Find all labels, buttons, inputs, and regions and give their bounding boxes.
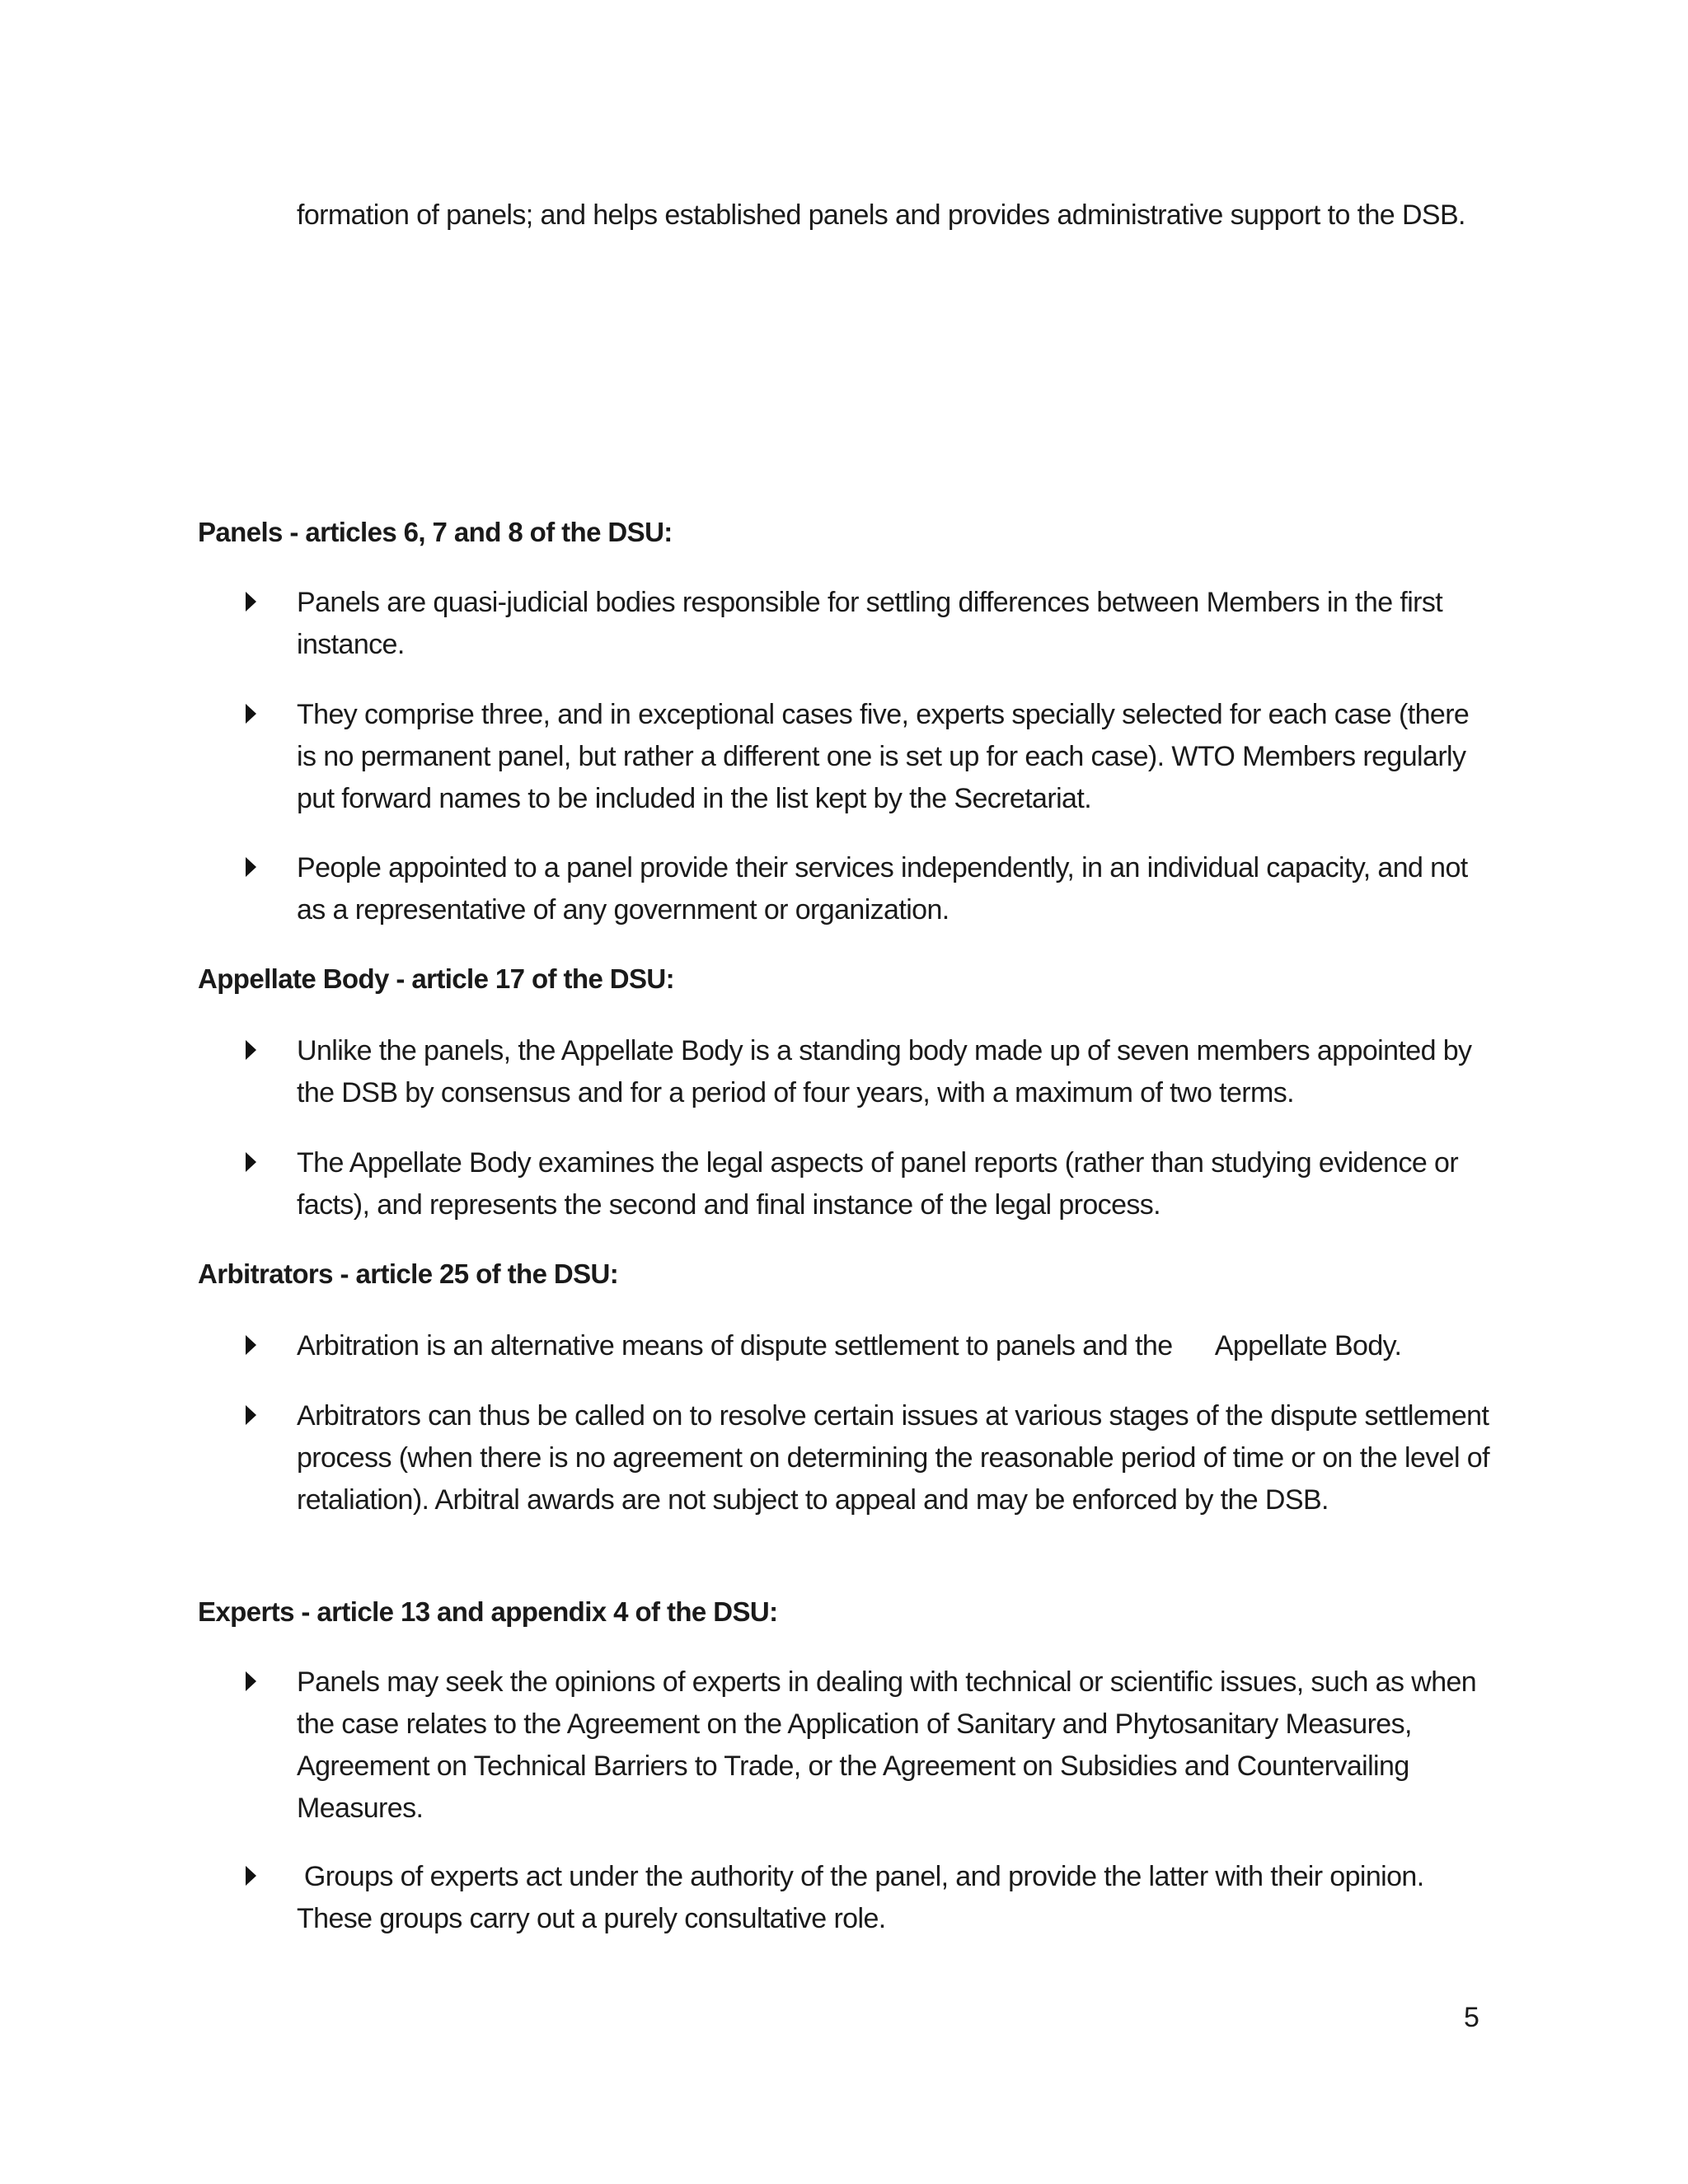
section-heading-arbitrators: Arbitrators - article 25 of the DSU: xyxy=(198,1258,619,1289)
list-item-text: Arbitrators can thus be called on to resolve certain issues at various stages of the dispute settlement process (when there is no agreement on determining the reasonable period of time or on the level of retaliation). Arbitral awards are not subject to appeal and may be enforced by the DSB. xyxy=(297,1400,1489,1516)
bullet-arrow-icon xyxy=(246,1152,256,1172)
bullet-arrow-icon xyxy=(246,1866,256,1886)
page-number: 5 xyxy=(1464,2002,1479,2033)
list-item-text: Unlike the panels, the Appellate Body is a standing body made up of seven members appointed by the DSB by consensus and for a period of four years, with a maximum of two terms. xyxy=(297,1035,1472,1108)
section-heading-experts: Experts - article 13 and appendix 4 of the DSU: xyxy=(198,1596,778,1627)
bullet-arrow-icon xyxy=(246,1335,256,1355)
bullet-arrow-icon xyxy=(246,1405,256,1425)
list-item-text: Arbitration is an alternative means of dispute settlement to panels and the Appellate Body. xyxy=(297,1330,1402,1361)
list-item-text: Panels are quasi-judicial bodies responsible for settling differences between Members in the first instance. xyxy=(297,587,1443,660)
bullet-arrow-icon xyxy=(246,857,256,877)
list-item-text: Panels may seek the opinions of experts in dealing with technical or scientific issues, such as when the case relates to the Agreement on the Application of Sanitary and Phytosanitary Measures, Agreement on Technical Barriers to Trade, or the Agreement on Subsidies and Countervailing Measures. xyxy=(297,1666,1477,1824)
bullet-arrow-icon xyxy=(246,1671,256,1691)
section-heading-panels: Panels - articles 6, 7 and 8 of the DSU: xyxy=(198,517,673,547)
section-heading-appellate-body: Appellate Body - article 17 of the DSU: xyxy=(198,963,675,994)
list-item-text: The Appellate Body examines the legal aspects of panel reports (rather than studying evidence or facts), and represents the second and final instance of the legal process. xyxy=(297,1147,1459,1221)
bullet-arrow-icon xyxy=(246,1040,256,1060)
bullet-arrow-icon xyxy=(246,704,256,724)
bullet-arrow-icon xyxy=(246,592,256,612)
intro-text: formation of panels; and helps established panels and provides administrative support to the DSB. xyxy=(297,199,1465,231)
list-item-text: They comprise three, and in exceptional cases five, experts specially selected for each case (there is no permanent panel, but rather a different one is set up for each case). WTO Members regularly put forward names to be included in the list kept by the Secretariat. xyxy=(297,699,1470,814)
intro-paragraph xyxy=(297,194,1492,237)
list-item-text: People appointed to a panel provide their services independently, in an individual capacity, and not as a representative of any government or organization. xyxy=(297,852,1468,926)
list-item-text: Groups of experts act under the authority of the panel, and provide the latter with their opinion. These groups carry out a purely consultative role. xyxy=(297,1861,1431,1934)
